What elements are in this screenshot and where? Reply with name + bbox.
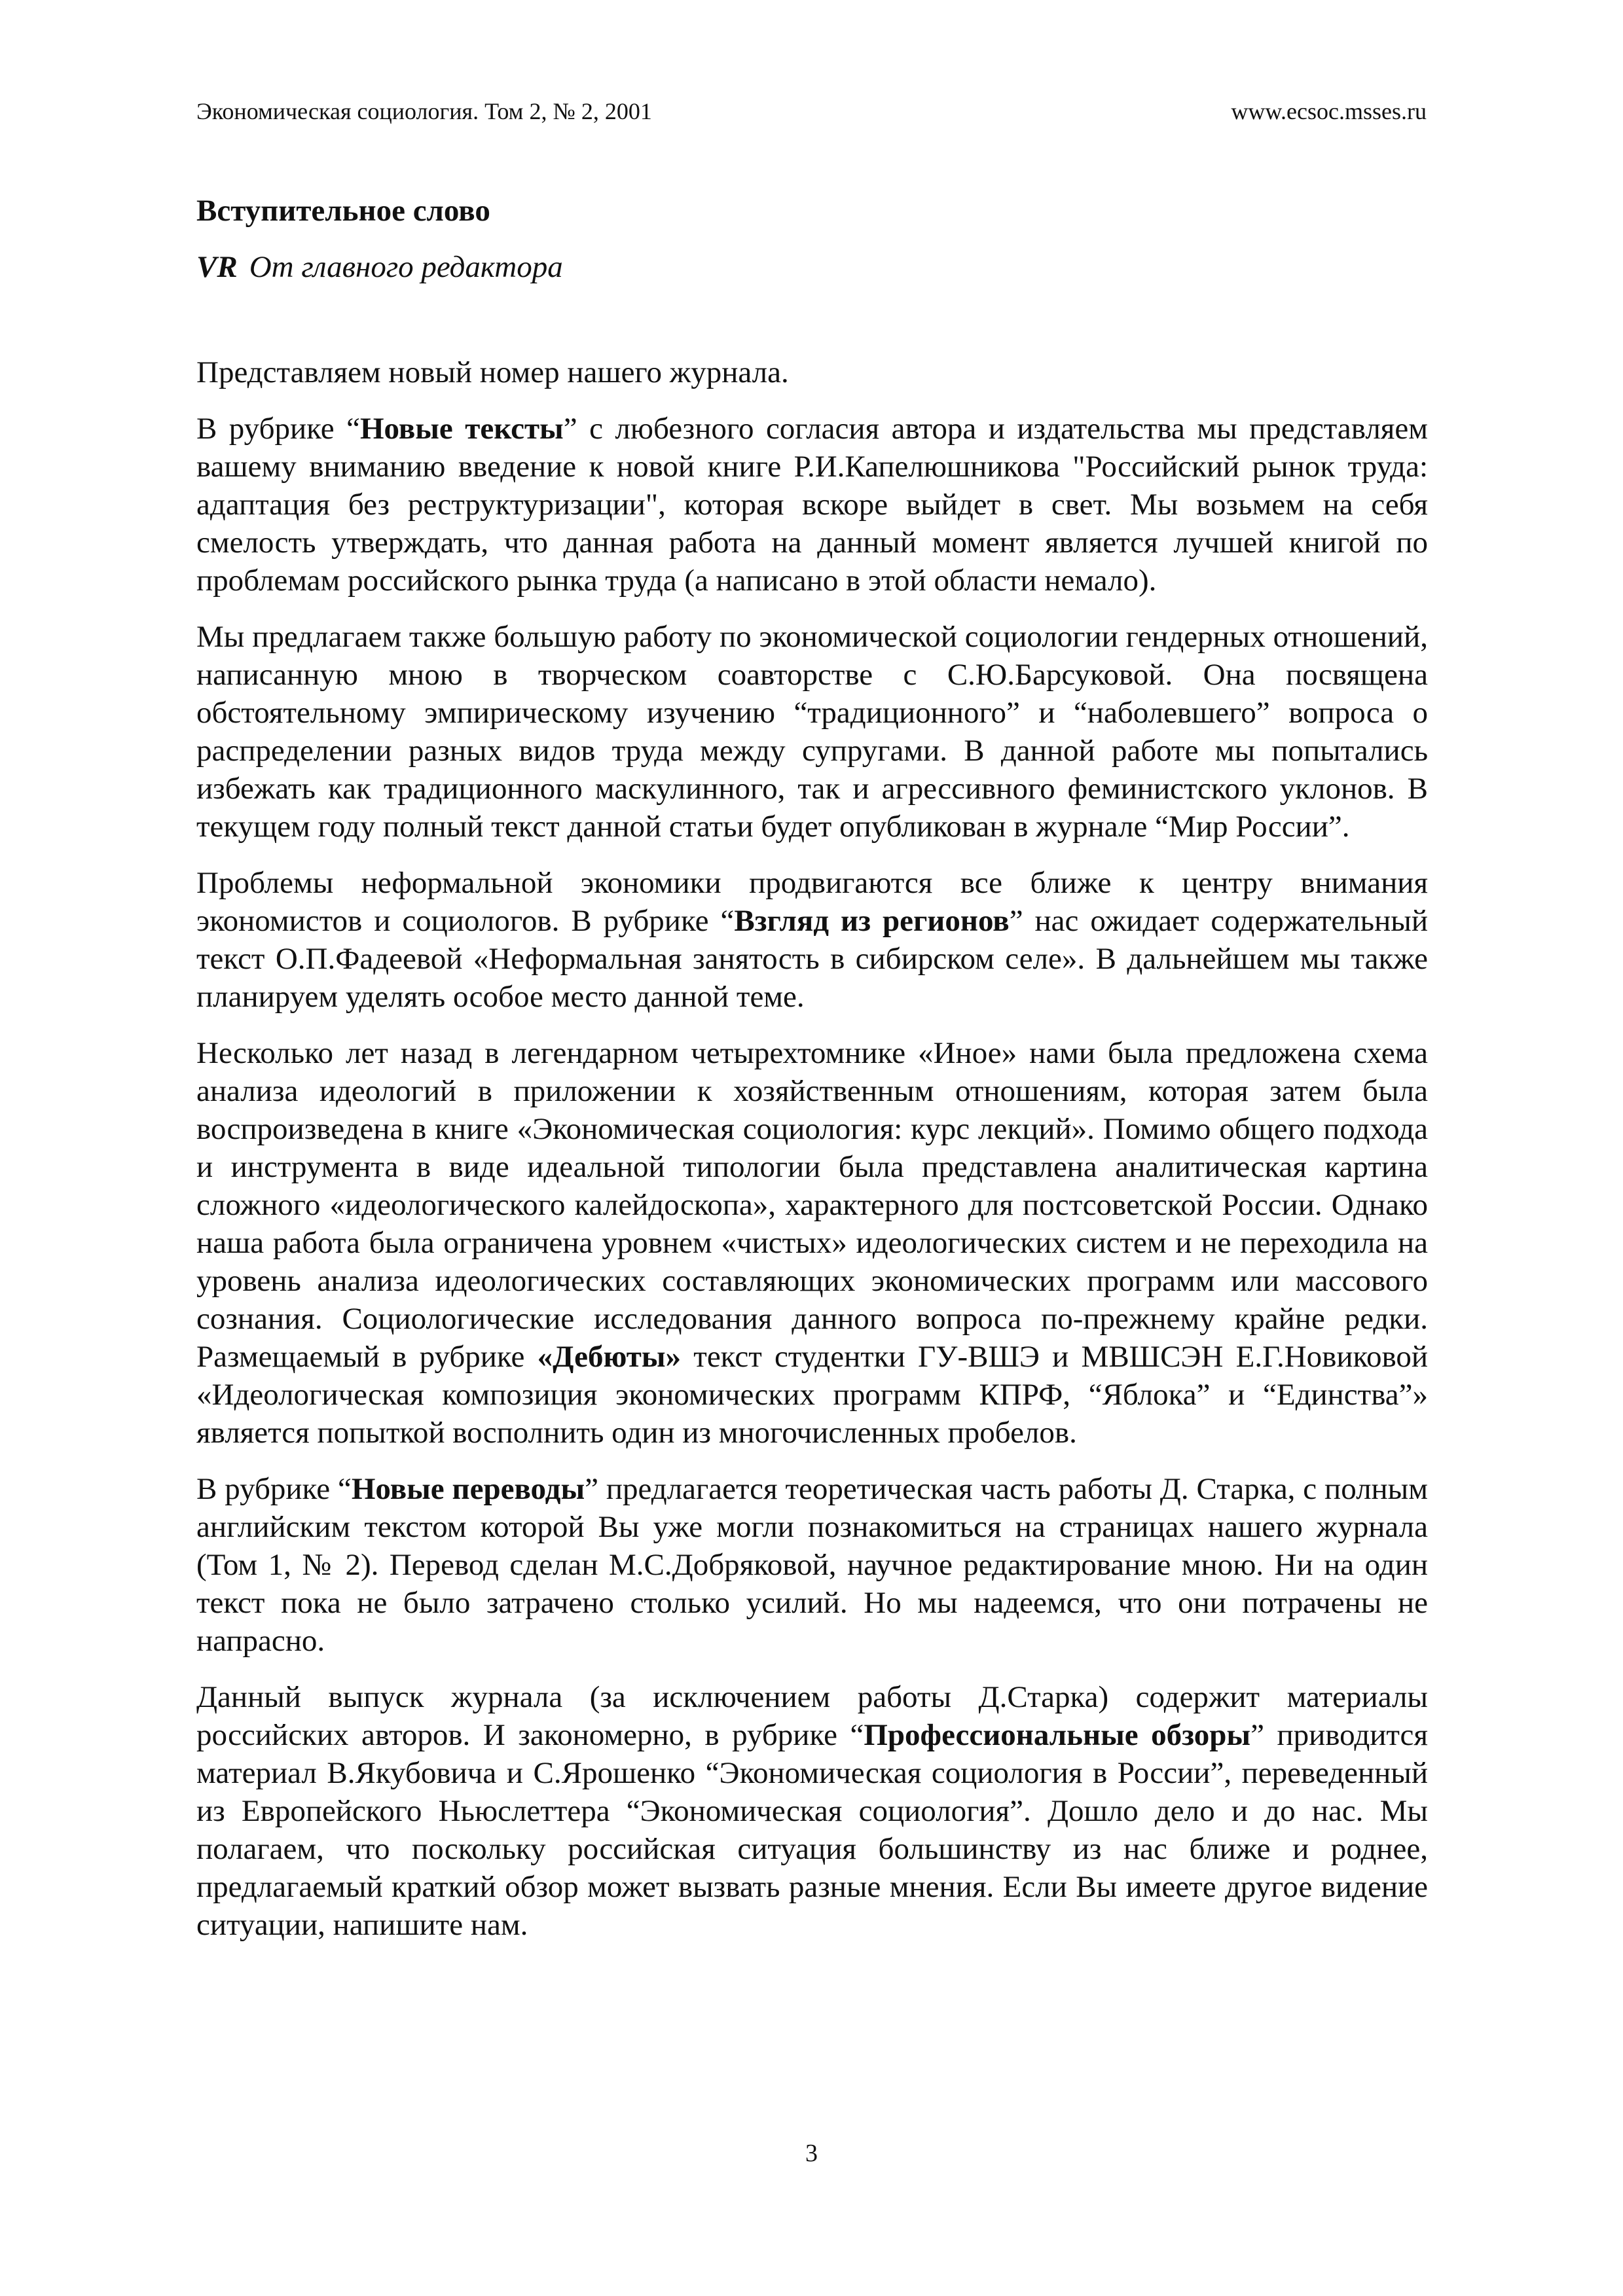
rubric-professional-reviews: Профессиональные обзоры: [864, 1718, 1251, 1752]
paragraph-4-text-c: ” нас ожидает содержательный текст О.П.Фадеевой «Неформальная занятость в сибирском селе». В дальнейшем мы также планируем уделять особое место данной теме.: [196, 904, 1429, 1014]
rubric-debuts: «Дебюты»: [537, 1340, 682, 1374]
paragraph-6: [196, 1470, 1428, 1660]
paragraph-3-text: Мы предлагаем также большую работу по экономической социологии гендерных отношений, написанную мною в творческом соавторстве с С.Ю.Барсуковой. Она посвящена обстоятельному эмпирическому изучению “традиционного” и “наболевшего” вопроса о распределении разных видов труда между супругами. В данной работе мы попытались избежать как традиционного маскулинного, так и агрессивного феминистского уклонов. В текущем году полный текст данной статьи будет опубликован в журнале “Мир России”.: [196, 620, 1428, 844]
paragraph-4-text-a: Проблемы неформальной экономики продвигаются все ближе к центру внимания экономистов и социологов. В рубрике “: [196, 866, 1428, 938]
paragraph-7-text-c: ” приводится материал В.Якубовича и С.Ярошенко “Экономическая социология в России”, переведенный из Европейского Ньюслеттера “Экономическая социология”. Дошло дело и до нас. Мы полагаем, что поскольку российская ситуация большинству из нас ближе и роднее, предлагаемый краткий обзор может вызвать разные мнения. Если Вы имеете другое видение ситуации, напишите нам.: [196, 1718, 1428, 1942]
paragraph-2: [196, 410, 1428, 600]
paragraph-2-text-c: ” с любезного согласия автора и издательства мы представляем вашему вниманию введение к новой книге Р.И.Капелюшникова "Российский рынок труда: адаптация без реструктуризации", которая вскоре выйдет в свет. Мы возьмем на себя смелость утверждать, что данная работа на данный момент является лучшей книгой по проблемам российского рынка труда (а написано в этой области немало).: [196, 412, 1428, 598]
paragraph-7-text-a: Данный выпуск журнала (за исключением работы Д.Старка) содержит материалы российских авторов. И закономерно, в рубрике “: [196, 1680, 1428, 1752]
journal-website: www.ecsoc.msses.ru: [1231, 98, 1427, 124]
paragraph-1: [196, 353, 1428, 391]
paragraph-6-text-c: ” предлагается теоретическая часть работы Д. Старка, с полным английским текстом которой Вы уже могли познакомиться на страницах нашего журнала (Том 1, № 2). Перевод сделан М.С.Добряковой, научное редактирование мною. Ни на один текст пока не было затрачено столько усилий. Но мы надеемся, что они потрачены не напрасно.: [196, 1472, 1428, 1658]
paragraph-2-text-a: В рубрике “: [196, 412, 360, 446]
paragraph-1-text: Представляем новый номер нашего журнала.: [196, 355, 789, 389]
page-number: 3: [805, 2140, 818, 2167]
subtitle-text: От главного редактора: [249, 250, 563, 284]
section-title: Вступительное слово: [196, 194, 490, 228]
paragraph-5-text-c: текст студентки ГУ-ВШЭ и МВШСЭН Е.Г.Новиковой «Идеологическая композиция экономических программ КПРФ, “Яблока” и “Единства”» является попыткой восполнить один из многочисленных пробелов.: [196, 1340, 1428, 1450]
journal-citation: Экономическая социология. Том 2, № 2, 2001: [196, 98, 652, 124]
rubric-regions: Взгляд из регионов: [734, 904, 1010, 938]
article-body: [196, 353, 1428, 1962]
subtitle: [196, 247, 563, 287]
paragraph-3: [196, 618, 1428, 846]
paragraph-5: [196, 1034, 1428, 1452]
running-header: [196, 92, 1427, 131]
paragraph-4: [196, 864, 1428, 1016]
rubric-new-translations: Новые переводы: [351, 1472, 585, 1506]
rubric-new-texts: Новые тексты: [359, 412, 564, 446]
paragraph-6-text-a: В рубрике “: [196, 1472, 352, 1506]
paragraph-7: [196, 1678, 1428, 1944]
subtitle-code: VR: [196, 250, 238, 284]
paragraph-5-text-a: Несколько лет назад в легендарном четырехтомнике «Иное» нами была предложена схема анализа идеологий в приложении к хозяйственным отношениям, которая затем была воспроизведена в книге «Экономическая социология: курс лекций». Помимо общего подхода и инструмента в виде идеальной типологии была представлена аналитическая картина сложного «идеологического калейдоскопа», характерного для постсоветской России. Однако наша работа была ограничена уровнем «чистых» идеологических систем и не переходила на уровень анализа идеологических составляющих экономических программ или массового сознания. Социологические исследования данного вопроса по-прежнему крайне редки. Размещаемый в рубрике: [196, 1036, 1428, 1374]
